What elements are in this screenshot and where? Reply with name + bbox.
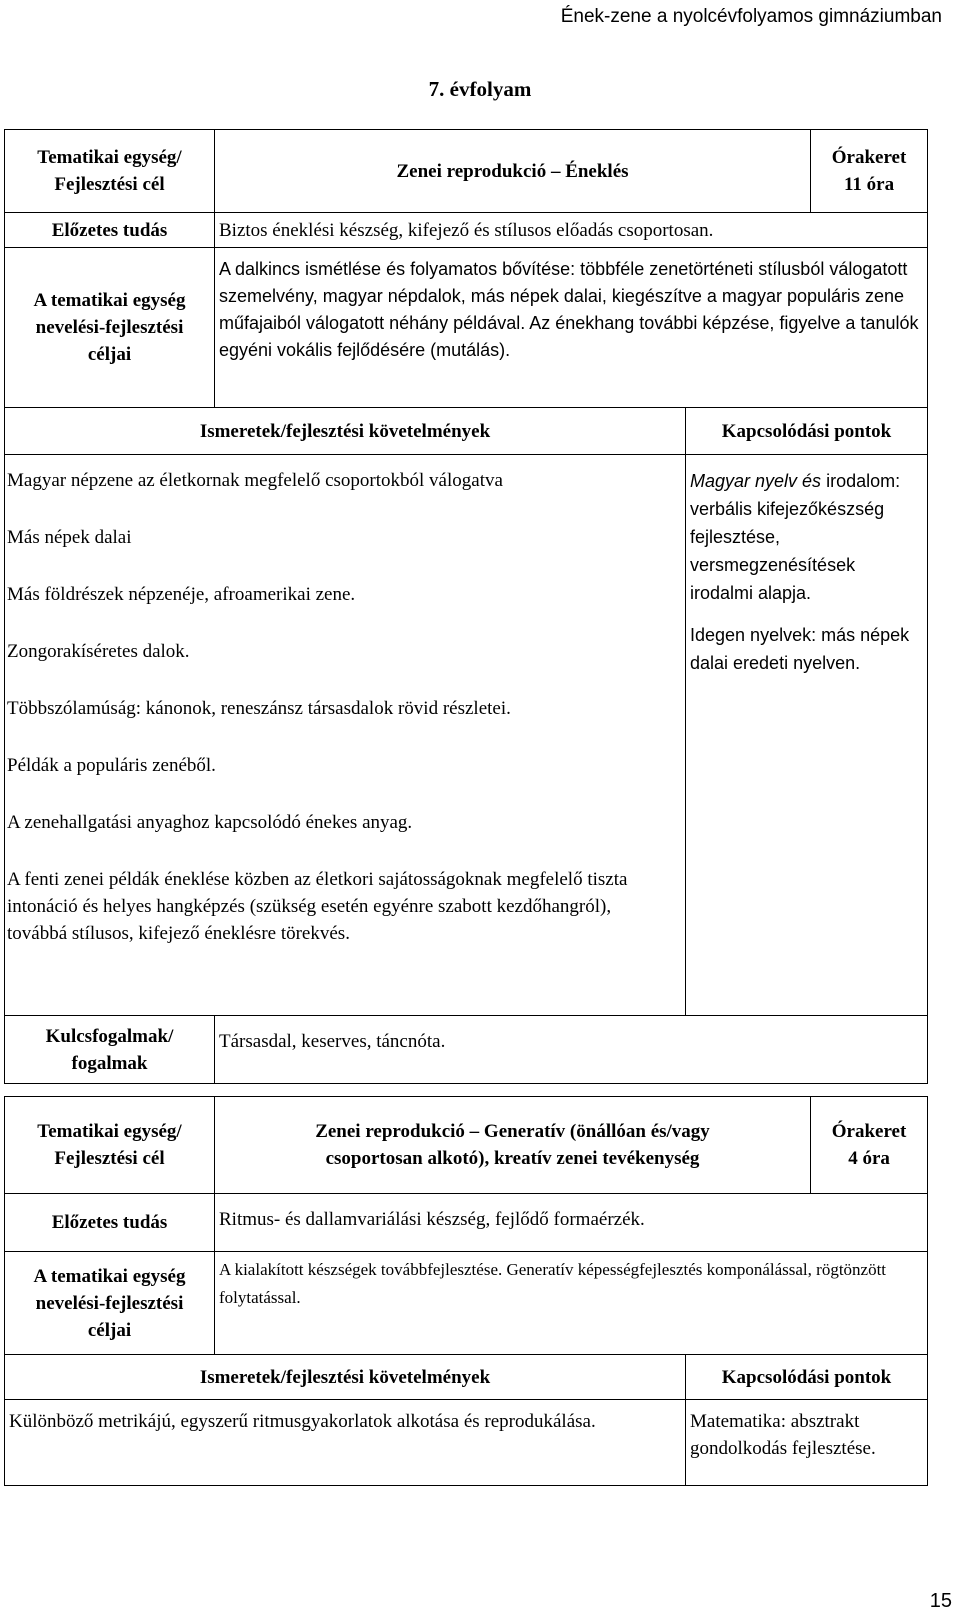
requirement-item: Magyar népzene az életkornak megfelelő csoportokból válogatva <box>7 470 503 491</box>
goals-label: A tematikai egység nevelési-fejlesztési céljai <box>5 248 215 408</box>
requirements-header: Ismeretek/fejlesztési követelmények <box>5 1355 686 1400</box>
links-header: Kapcsolódási pontok <box>686 408 928 455</box>
links-text: irodalom: verbális kifejezőkészség fejlesztése, versmegzenésítések irodalmi alapja. <box>690 471 901 603</box>
theme-label: Tematikai egység/ Fejlesztési cél <box>5 1097 215 1194</box>
theme-label: Tematikai egység/ Fejlesztési cél <box>5 130 215 213</box>
key-concepts-label: Kulcsfogalmak/ fogalmak <box>5 1016 215 1084</box>
unit-table-2 <box>4 1096 928 1486</box>
requirement-item: Más földrészek népzenéje, afroamerikai zene. <box>7 584 356 605</box>
requirement-item: Zongorakíséretes dalok. <box>7 641 190 662</box>
key-concepts: Társasdal, keserves, táncnóta. <box>215 1016 928 1084</box>
hours-cell: Órakeret 11 óra <box>811 130 928 213</box>
hours-cell: Órakeret 4 óra <box>811 1097 928 1194</box>
links-text-2: Idegen nyelvek: más népek dalai eredeti nyelven. <box>690 625 910 673</box>
requirement-item: Más népek dalai <box>7 527 132 548</box>
links-content <box>686 455 928 1016</box>
links-content <box>686 1400 928 1486</box>
unit-goals: A kialakított készségek továbbfejlesztése. Generatív képességfejlesztés komponálással, rögtönzött folytatással. <box>215 1252 928 1355</box>
unit-theme: Zenei reprodukció – Generatív (önállóan és/vagy csoportosan alkotó), kreatív zenei tevékenység <box>215 1097 811 1194</box>
prior-label: Előzetes tudás <box>5 1194 215 1252</box>
document-header: Ének-zene a nyolcévfolyamos gimnáziumban <box>560 6 942 27</box>
requirement-item: Többszólamúság: kánonok, reneszánsz társasdalok rövid részletei. <box>7 698 511 719</box>
prior-knowledge: Biztos éneklési készség, kifejező és stílusos előadás csoportosan. <box>215 213 928 248</box>
prior-knowledge: Ritmus- és dallamvariálási készség, fejlődő formaérzék. <box>215 1194 928 1252</box>
requirements-list <box>5 1400 686 1486</box>
requirement-item: A fenti zenei példák éneklése közben az életkori sajátosságoknak megfelelő tiszta intonáció és helyes hangképzés (szükség esetén egyénre szabott kezdőhangról), továbbá stílusos, kifejező éneklésre törekvés. <box>7 869 628 944</box>
unit-theme: Zenei reprodukció – Éneklés <box>215 130 811 213</box>
requirements-header: Ismeretek/fejlesztési követelmények <box>5 408 686 455</box>
goals-label: A tematikai egység nevelési-fejlesztési céljai <box>5 1252 215 1355</box>
requirement-item: Különböző metrikájú, egyszerű ritmusgyakorlatok alkotása és reprodukálása. <box>9 1411 596 1432</box>
links-header: Kapcsolódási pontok <box>686 1355 928 1400</box>
links-text: Matematika: absztrakt gondolkodás fejlesztése. <box>690 1411 876 1459</box>
unit-goals: A dalkincs ismétlése és folyamatos bővítése: többféle zenetörténeti stílusból válogatott szemelvény, magyar népdalok, más népek dalai, kiegészítve a magyar populáris zene műfajaiból válogatott néhány példával. Az énekhang további képzése, figyelve a tanulók egyéni vokális fejlődésére (mutálás). <box>215 248 928 408</box>
unit-table-1 <box>4 129 928 1084</box>
requirements-list <box>5 455 686 1016</box>
requirement-item: A zenehallgatási anyaghoz kapcsolódó énekes anyag. <box>7 812 413 833</box>
links-subject: Magyar nyelv és <box>690 471 822 491</box>
prior-label: Előzetes tudás <box>5 213 215 248</box>
page-number: 15 <box>929 1590 952 1612</box>
requirement-item: Példák a populáris zenéből. <box>7 755 216 776</box>
grade-heading: 7. évfolyam <box>428 77 532 101</box>
